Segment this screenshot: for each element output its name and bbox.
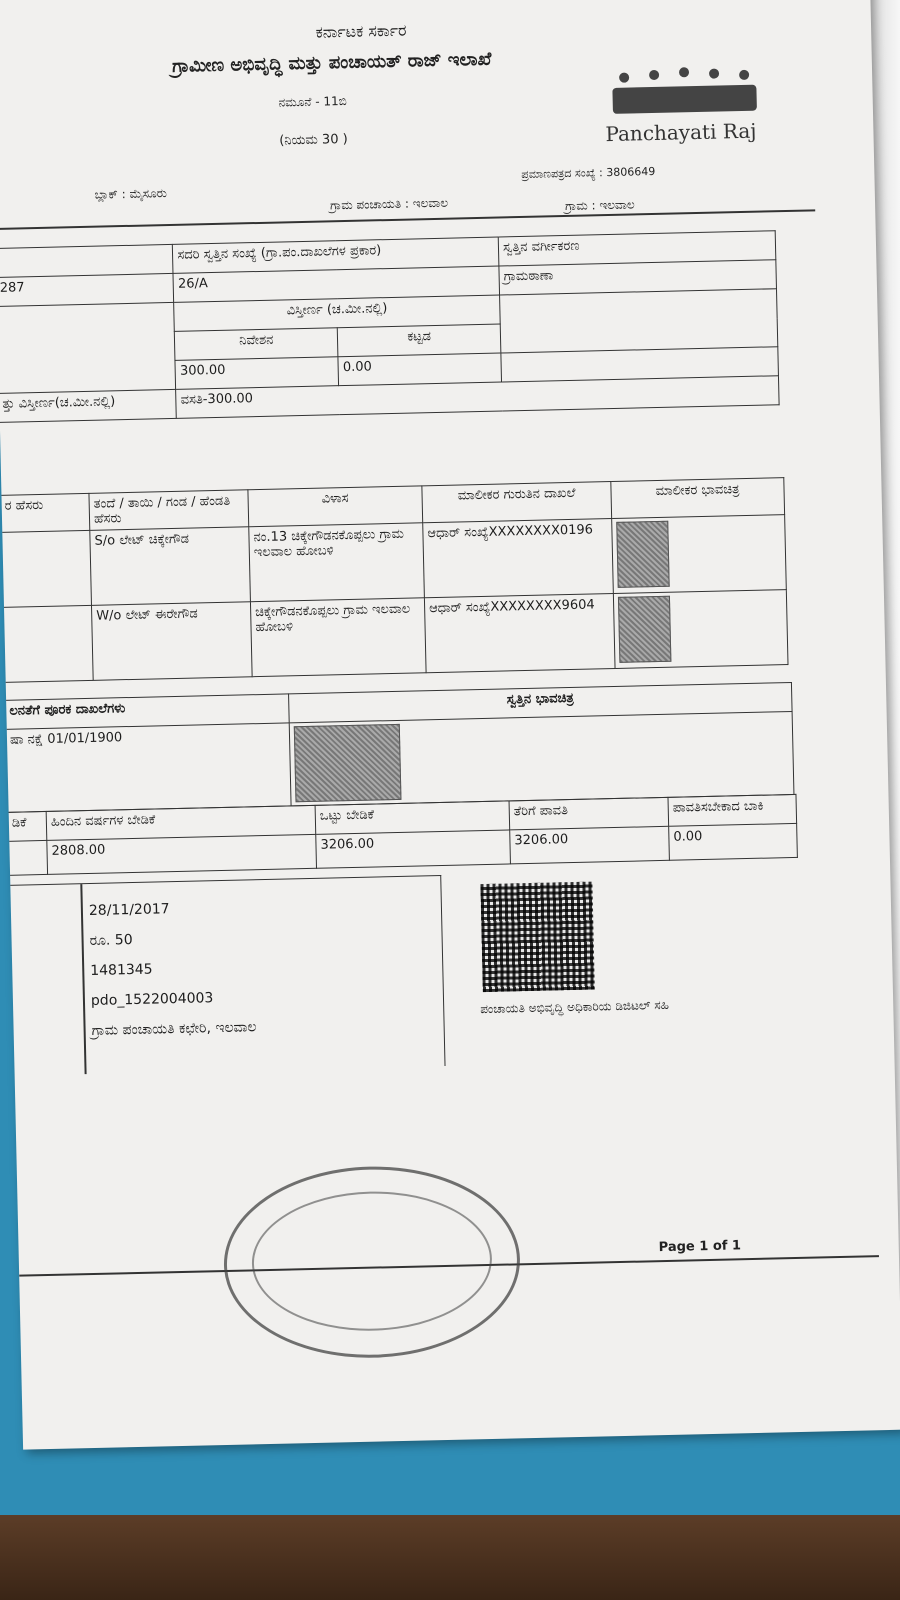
total-area-value: ವಸತಿ-300.00 [176,376,779,419]
owner-address: ನಂ.13 ಚಿಕ್ಕೇಗೌಡನಕೊಪ್ಪಲು ಗ್ರಾಮ ಇಲವಾಲ ಹೋಬಳಿ [249,523,425,602]
classification-value: ಗ್ರಾಮಠಾಣಾ [499,260,777,295]
office-address: ಗ್ರಾಮ ಪಂಚಾಯತಿ ಕಛೇರಿ, ಇಲವಾಲ [91,1019,257,1039]
id-header: ಮಾಲೀಕರ ಗುರುತಿನ ದಾಖಲೆ [422,482,612,523]
receipt-number: 1481345 [90,961,153,979]
balance-value: 0.00 [669,823,798,860]
form-number: ನಮೂನೆ - 11ಬಿ [278,93,347,110]
property-number-label: ಸದರಿ ಸ್ವತ್ತಿನ ಸಂಖ್ಯೆ (ಗ್ರಾ.ಪಂ.ದಾಖಲೆಗಳ ಪ್ರಕಾರ) [173,237,499,273]
building-area-value: 0.00 [338,353,501,386]
previous-demand-value: 2808.00 [47,834,317,874]
owner-photo-header: ಮಾಲೀಕರ ಭಾವಚಿತ್ರ [611,478,785,519]
property-number-value: 26/A [173,266,499,302]
owner-photo [616,521,669,588]
owner-id: ಆಧಾರ್ ಸಂಖ್ಯೆXXXXXXXX0196 [423,519,614,598]
classification-blank [500,289,778,353]
govt-title: ಕರ್ನಾಟಕ ಸರ್ಕಾರ [315,20,407,42]
left-id-cell: 287 [0,273,174,306]
left-blank-cell-2 [0,302,176,393]
classification-label: ಸ್ವತ್ತಿನ ವರ್ಗೀಕರಣ [498,231,776,266]
tax-paid-header: ತೆರಿಗೆ ಪಾವತಿ [509,797,669,830]
village-name: ಗ್ರಾಮ : ಇಲವಾಲ [564,197,635,214]
area-label: ವಿಸ್ತೀರ್ಣ (ಚ.ಮೀ.ನಲ್ಲಿ) [174,295,500,331]
property-photo-label: ಸ್ವತ್ತಿನ ಭಾವಚಿತ್ರ [289,682,793,722]
address-header: ವಿಳಾಸ [248,486,423,527]
owner-name-cell [1,530,92,607]
owner-relation: S/o ಲೇಟ್ ಚಿಕ್ಕೇಗೌಡ [90,527,251,606]
owner-name-header: ರ ಹೆಸರು [0,493,90,532]
demand-header: ಡಿಕೆ [7,811,47,841]
people-logo-icon [604,64,765,118]
owners-table [0,477,789,683]
property-photo [294,724,402,802]
building-label: ಕಟ್ಟಡ [338,324,501,357]
demand-value [8,840,48,875]
issue-date: 28/11/2017 [88,901,170,919]
office-seal-stamp [222,1163,522,1361]
owner-id: ಆಧಾರ್ ಸಂಖ್ಯೆXXXXXXXX9604 [424,594,615,673]
property-photo-cell [289,711,794,805]
owner-photo-cell [613,590,788,669]
block-name: ಬ್ಲಾಕ್ : ಮೈಸೂರು [94,186,167,202]
digital-signature-label: ಪಂಚಾಯತಿ ಅಭಿವೃದ್ಧಿ ಅಧಿಕಾರಿಯ ಡಿಜಿಟಲ್ ಸಹಿ [480,997,670,1017]
seal-inner-ring [250,1189,493,1333]
officer-id: pdo_1522004003 [90,990,214,1009]
site-area-value: 300.00 [175,357,339,390]
qr-code [480,882,594,993]
certificate-number: ಪ್ರಮಾಣಪತ್ರದ ಸಂಖ್ಯೆ : 3806649 [521,164,656,181]
site-label: ನಿವೇಶನ [175,328,339,361]
panchayati-raj-logo [604,64,766,168]
desk-surface [0,1515,900,1600]
owner-photo [618,596,671,663]
documents-table [4,682,794,813]
supporting-docs-label: ಲನತೆಗೆ ಪೂರಕ ದಾಖಲೆಗಳು [5,694,290,729]
tax-paid-value: 3206.00 [510,826,670,864]
department-title: ಗ್ರಾಮೀಣ ಅಭಿವೃದ್ಧಿ ಮತ್ತು ಪಂಚಾಯತ್ ರಾಜ್ ಇಲಾಖೆ [171,48,492,77]
page-number: Page 1 of 1 [658,1238,742,1256]
logo-text: Panchayati Raj [605,118,757,147]
property-table [0,230,780,423]
owner-name-cell [3,605,94,682]
gram-panchayat-name: ಗ್ರಾಮ ಪಂಚಾಯತಿ : ಇಲವಾಲ [329,195,449,213]
total-demand-header: ಒಟ್ಟು ಬೇಡಿಕೆ [315,801,510,834]
rule-number: (ನಿಯಮ 30 ) [279,131,348,149]
total-area-label: ತ್ತು ವಿಸ್ತೀರ್ಣ(ಚ.ಮೀ.ನಲ್ಲಿ) [0,389,177,422]
relation-header: ತಂದೆ / ತಾಯಿ / ಗಂಡ / ಹೆಂಡತಿ ಹೆಸರು [89,490,249,531]
owner-relation: W/o ಲೇಟ್ ಈರೇಗೌಡ [91,602,252,681]
owner-photo-cell [612,515,787,594]
balance-header: ಪಾವತಿಸಬೇಕಾದ ಬಾಕಿ [668,794,797,826]
map-date: ಷಾ ನಕ್ಷೆ 01/01/1900 [5,723,291,812]
total-demand-value: 3206.00 [316,830,511,868]
header-rule [0,209,815,229]
previous-demand-header: ಹಿಂದಿನ ವರ್ಷಗಳ ಬೇಡಿಕೆ [46,805,316,840]
issue-details-box [8,875,445,1076]
owner-address: ಚಿಕ್ಕೇಗೌಡನಕೊಪ್ಪಲು ಗ್ರಾಮ ಇಲವಾಲ ಹೋಬಳಿ [250,598,426,677]
left-blank-cell [0,244,173,277]
issue-fee: ರೂ. 50 [89,932,133,949]
